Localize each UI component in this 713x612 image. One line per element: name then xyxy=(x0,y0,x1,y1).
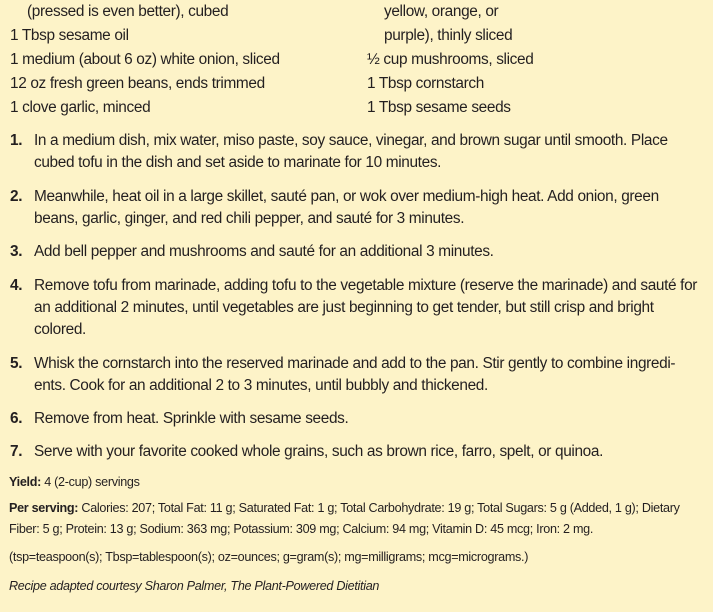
ingredient-list xyxy=(0,0,713,122)
step-text: In a medium dish, mix water, miso paste, soy sauce, vinegar, and brown sugar until smooth. Place cubed tofu in the dish and set aside to marinate for 10 minutes. xyxy=(34,132,668,171)
step-text: Remove from heat. Sprinkle with sesame seeds. xyxy=(34,410,349,427)
yield-label: Yield: xyxy=(9,475,42,489)
yield-value: 4 (2-cup) servings xyxy=(44,475,140,489)
step-number: 6. xyxy=(10,410,23,427)
per-serving-value: Calories: 207; Total Fat: 11 g; Saturated Fat: 1 g; Total Carbohydrate: 19 g; Total Sugars: 5 g (Added, 1 g); Dietary Fiber: 5 g; Protein: 13 g; Sodium: 363 mg; Potassium: 309 mg; Calcium: 94 mg; Vitamin D: 45 mcg; Iron: 2 mg. xyxy=(9,501,680,536)
ingredient-item: purple), thinly sliced xyxy=(384,27,513,44)
per-serving-label: Per serving: xyxy=(9,501,79,515)
ingredient-item: yellow, orange, or xyxy=(384,3,499,20)
recipe-credit: Recipe adapted courtesy Sharon Palmer, The Plant-Powered Dietitian xyxy=(9,579,380,593)
step-number: 4. xyxy=(10,277,23,294)
ingredient-item: 1 Tbsp sesame seeds xyxy=(367,99,511,116)
ingredient-item: 1 clove garlic, minced xyxy=(10,99,151,116)
ingredient-item: 1 Tbsp sesame oil xyxy=(10,27,129,44)
ingredient-item: 12 oz fresh green beans, ends trimmed xyxy=(10,75,265,92)
abbreviations-note: (tsp=teaspoon(s); Tbsp=tablespoon(s); oz=ounces; g=gram(s); mg=milligrams; mcg=micrograms.) xyxy=(9,550,529,564)
ingredient-item: 1 medium (about 6 oz) white onion, sliced xyxy=(10,51,280,68)
nutrition-info xyxy=(9,498,709,540)
step-text: Remove tofu from marinade, adding tofu to the vegetable mixture (reserve the marinade) and sauté for an additional 2 minutes, until vegetables are just beginning to get tender, but still crisp and bright colored. xyxy=(34,277,698,338)
ingredient-item: ½ cup mushrooms, sliced xyxy=(367,51,534,68)
step-text: Whisk the cornstarch into the reserved marinade and add to the pan. Stir gently to combine ingredi-ents. Cook for an additional 2 to 3 minutes, until bubbly and thickened. xyxy=(34,355,676,394)
ingredient-item: (pressed is even better), cubed xyxy=(27,3,229,20)
step-number: 7. xyxy=(10,443,23,460)
step-number: 5. xyxy=(10,355,23,372)
step-number: 3. xyxy=(10,243,23,260)
step-number: 2. xyxy=(10,188,23,205)
step-number: 1. xyxy=(10,132,23,149)
yield-line xyxy=(9,472,709,493)
step-text: Add bell pepper and mushrooms and sauté for an additional 3 minutes. xyxy=(34,243,494,260)
step-text: Meanwhile, heat oil in a large skillet, sauté pan, or wok over medium-high heat. Add onion, green beans, garlic, ginger, and red chili pepper, and sauté for 3 minutes. xyxy=(34,188,659,227)
step-text: Serve with your favorite cooked whole grains, such as brown rice, farro, spelt, or quinoa. xyxy=(34,443,604,460)
ingredient-item: 1 Tbsp cornstarch xyxy=(367,75,484,92)
